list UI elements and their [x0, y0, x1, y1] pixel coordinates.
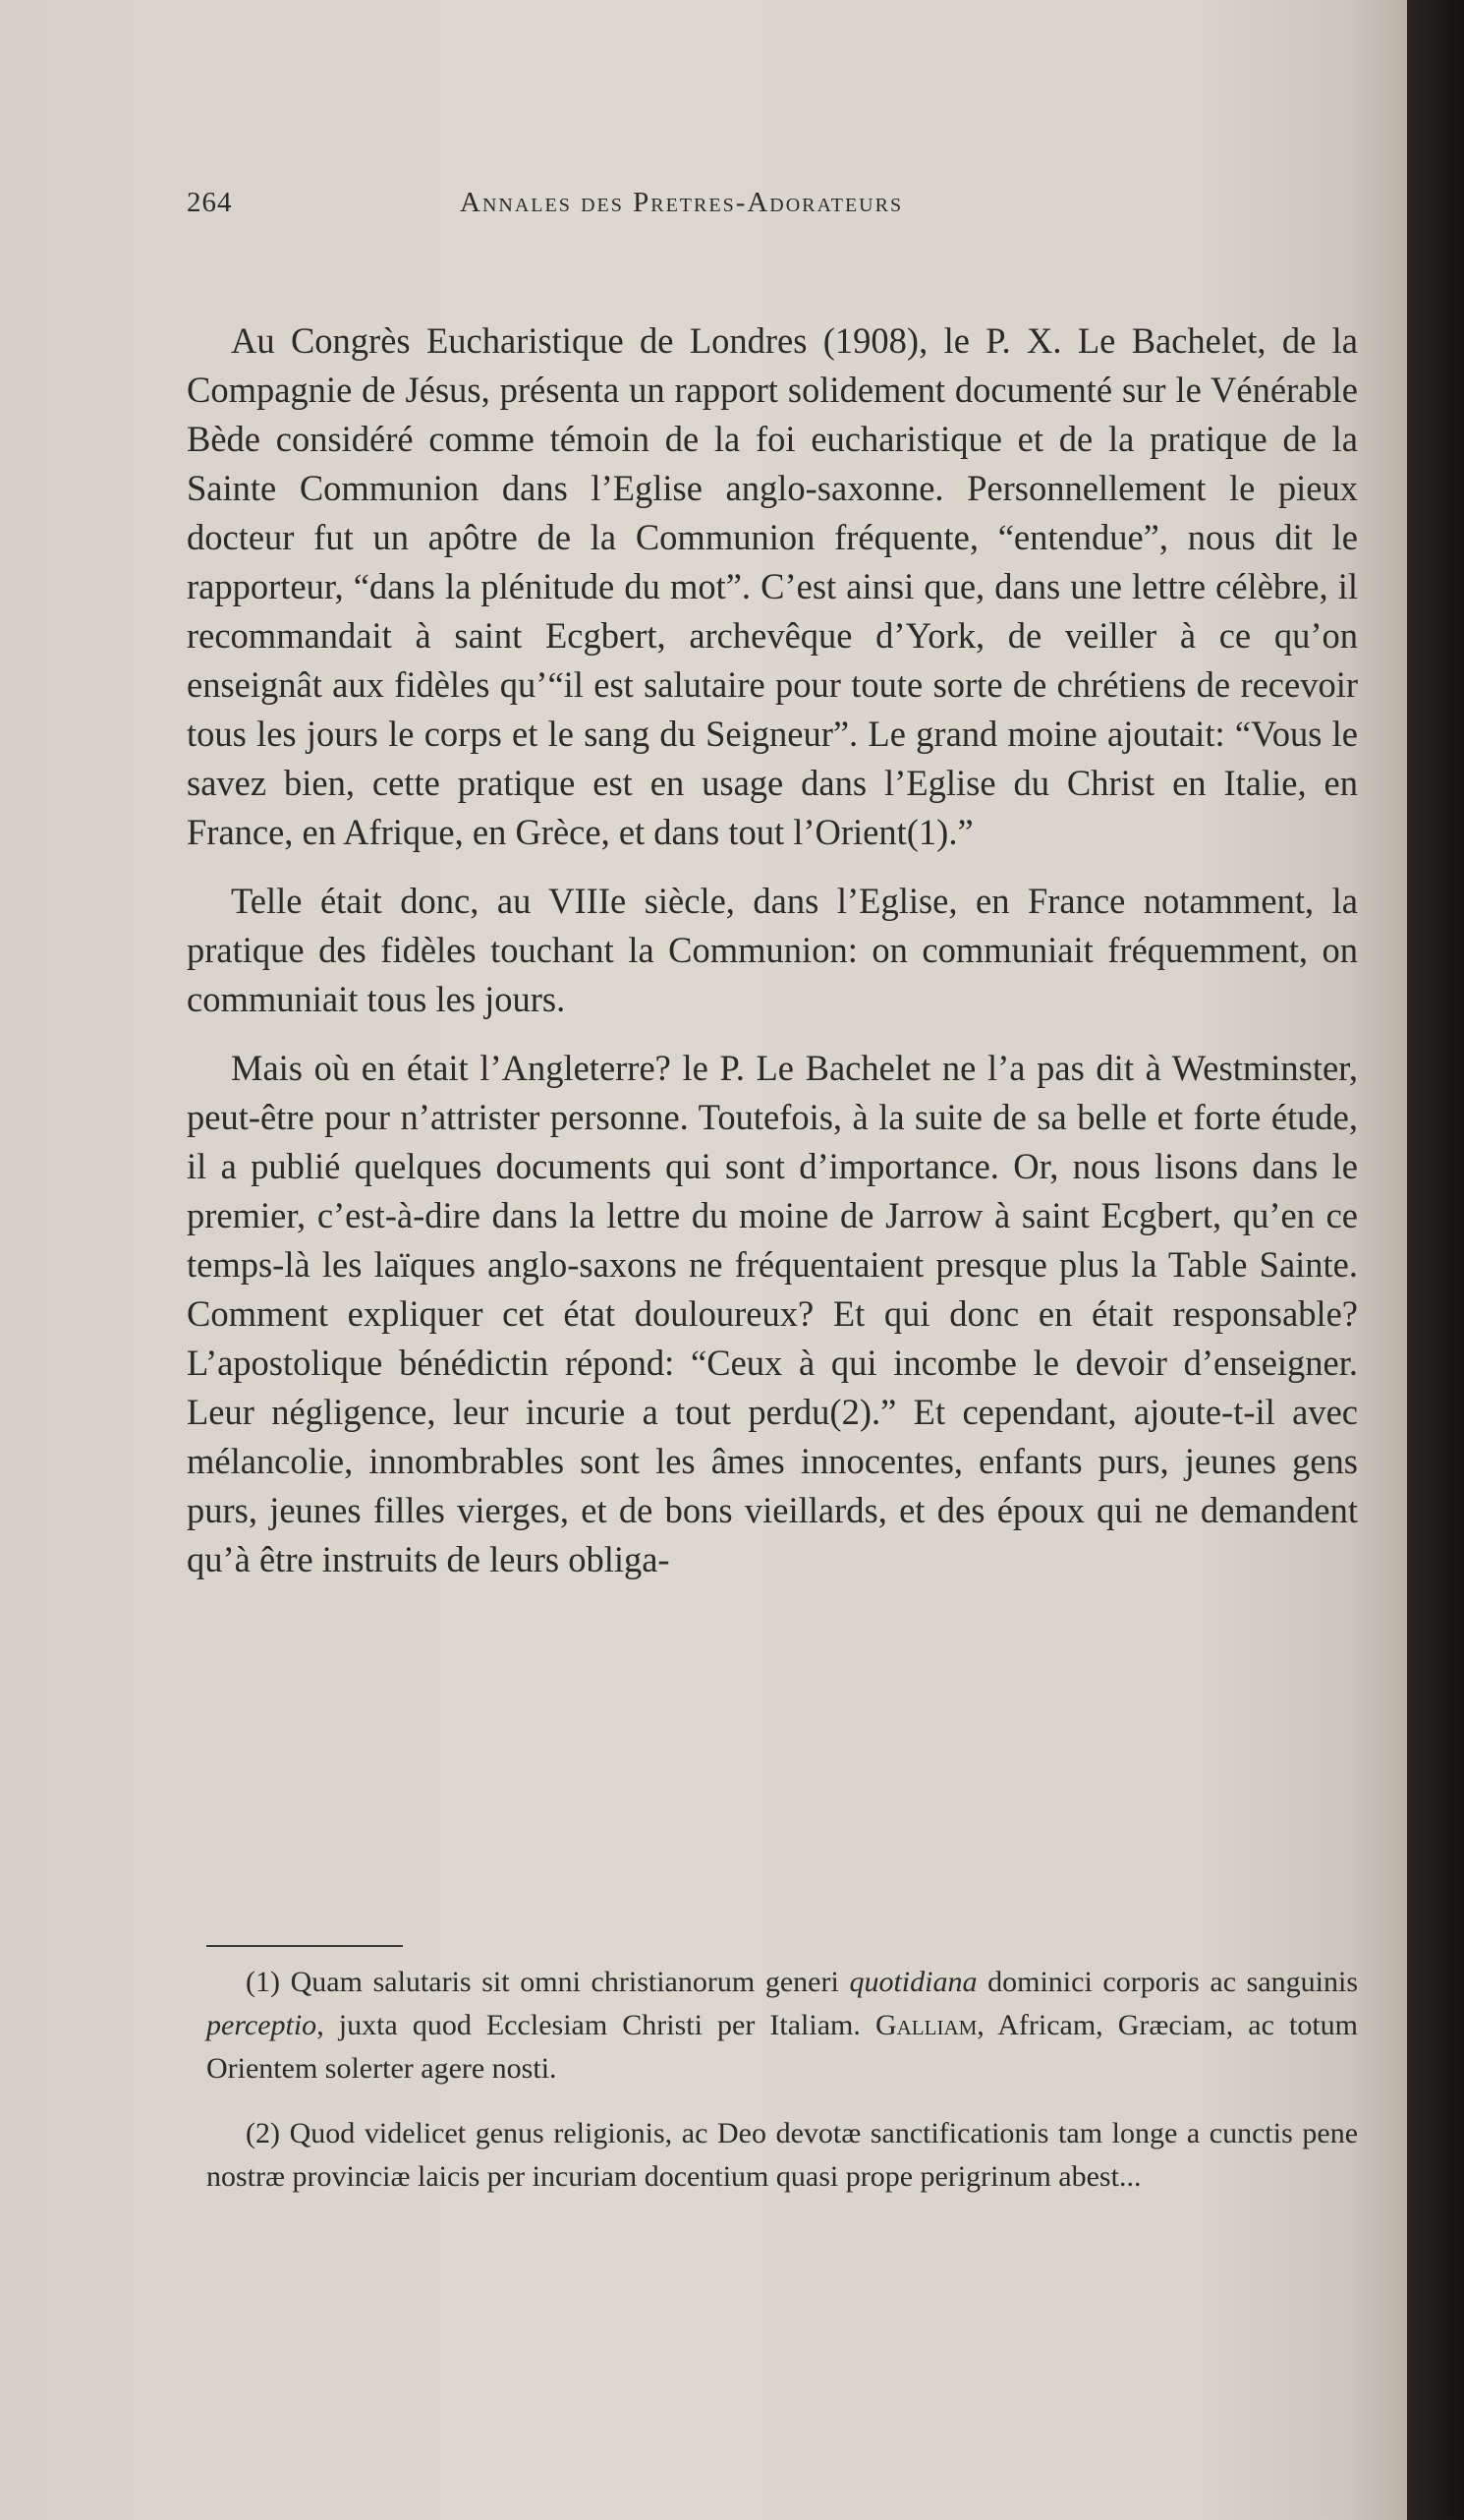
footnote-text: , juxta quod Ecclesiam Christi per Italiam.	[316, 2009, 861, 2041]
footnote-rule	[206, 1945, 403, 1947]
footnotes	[206, 1961, 1358, 2220]
main-text	[187, 316, 1358, 1604]
footnote-1	[206, 1961, 1358, 2090]
paragraph: Au Congrès Eucharistique de Londres (1908), le P. X. Le Bachelet, de la Compagnie de Jésus, présenta un rapport solidement documenté sur le Vénérable Bède considéré comme témoin de la foi eucharistique et de la pratique de la Sainte Communion dans l’Eglise anglo-saxonne. Personnellement le pieux docteur fut un apôtre de la Communion fréquente, “entendue”, nous dit le rapporteur, “dans la plénitude du mot”. C’est ainsi que, dans une lettre célèbre, il recommandait à saint Ecgbert, archevêque d’York, de veiller à ce qu’on enseignât aux fidèles qu’“il est salutaire pour toute sorte de chrétiens de recevoir tous les jours le corps et le sang du Seigneur”. Le grand moine ajoutait: “Vous le savez bien, cette pratique est en usage dans l’Eglise du Christ en Italie, en France, en Afrique, en Grèce, et dans tout l’Orient(1).”	[187, 320, 1358, 852]
footnote-smallcaps: Galliam	[874, 2009, 978, 2041]
footnote-italic: perceptio	[206, 2009, 317, 2041]
footnote-text: , Africam, Græciam, ac totum Orientem solerter agere nosti.	[206, 2009, 1359, 2085]
running-title: Annales des Pretres-Adorateurs	[460, 187, 904, 218]
paragraph: Mais où en était l’Angleterre? le P. Le Bachelet ne l’a pas dit à Westminster, peut-être pour n’attrister personne. Toutefois, à la suite de sa belle et forte étude, il a publié quelques documents qui sont d’importance. Or, nous lisons dans le premier, c’est-à-dire dans la lettre du moine de Jarrow à saint Ecgbert, qu’en ce temps-là les laïques anglo-saxons ne fréquentaient presque plus la Table Sainte. Comment expliquer cet état douloureux? Et qui donc en était responsable? L’apostolique bénédictin répond: “Ceux à qui incombe le devoir d’enseigner. Leur négligence, leur incurie a tout perdu(2).” Et cependant, ajoute-t-il avec mélancolie, innombrables sont les âmes innocentes, enfants purs, jeunes gens purs, jeunes filles vierges, et de bons vieillards, et des époux qui ne demandent qu’à être instruits de leurs obliga-	[187, 1048, 1358, 1579]
footnote-marker: (2)	[246, 2117, 280, 2149]
footnote-text: dominici corporis ac sanguinis	[987, 1966, 1359, 1998]
page-header	[187, 187, 1297, 226]
footnote-marker: (1)	[246, 1966, 280, 1998]
paragraph: Telle était donc, au VIIIe siècle, dans l’Eglise, en France notamment, la pratique des fidèles touchant la Communion: on communiait fréquemment, on communiait tous les jours.	[187, 881, 1358, 1019]
footnote-text: Quod videlicet genus religionis, ac Deo devotæ sanctificationis tam longe a cunctis pene nostræ provinciæ laicis per incuriam docentium quasi prope perigrinum abest...	[206, 2117, 1359, 2193]
page-binding-edge	[1407, 0, 1464, 2520]
page-number: 264	[187, 187, 233, 218]
footnote-2	[206, 2112, 1358, 2199]
footnote-text: Quam salutaris sit omni christianorum generi	[290, 1966, 839, 1998]
footnote-italic: quotidiana	[849, 1966, 978, 1998]
